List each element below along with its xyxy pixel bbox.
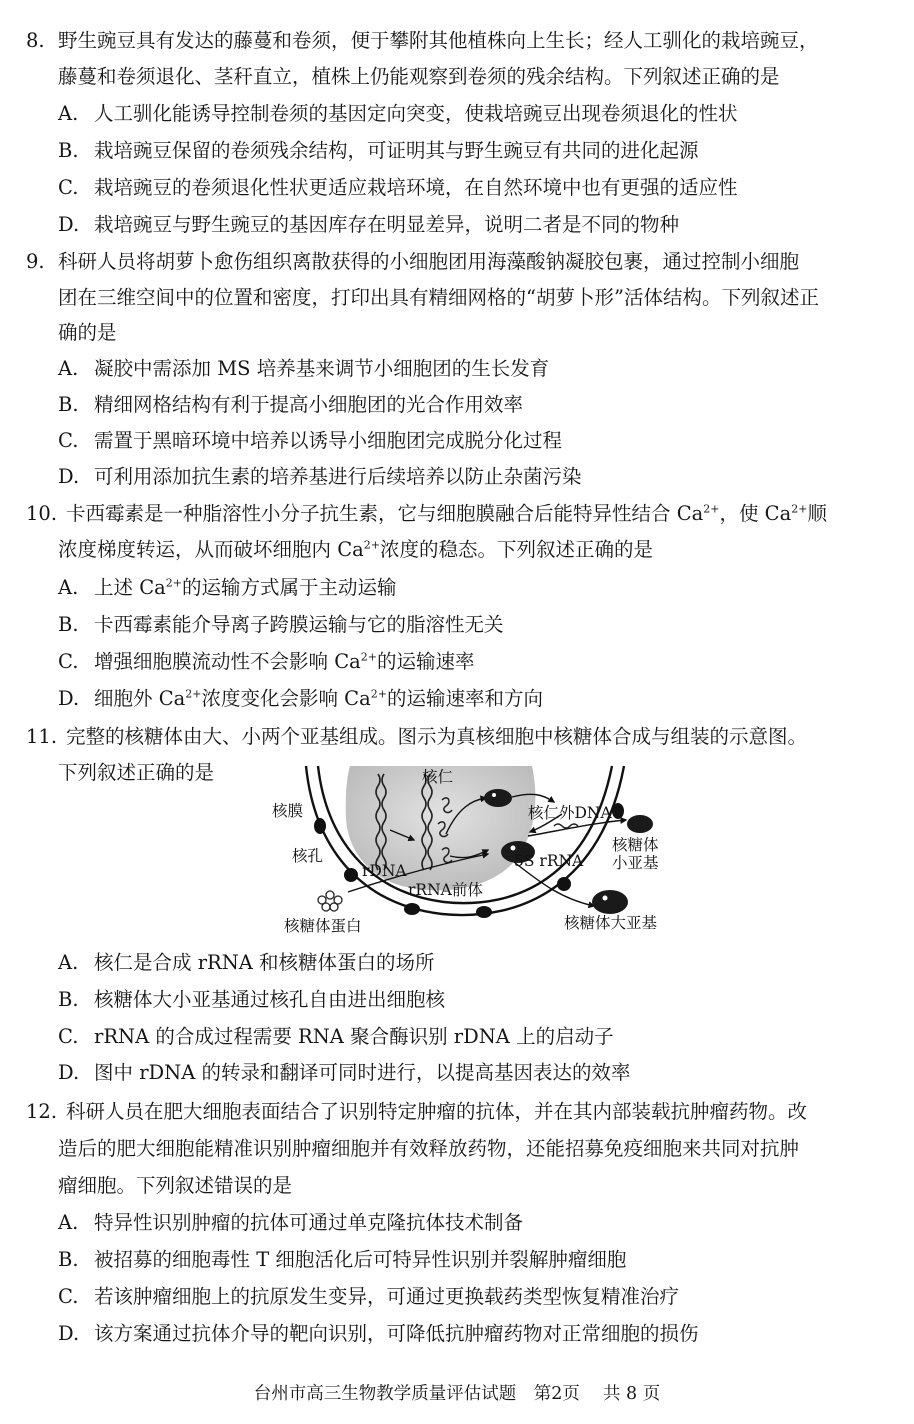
label-ribosomal-protein: 核糖体蛋白 <box>284 917 362 935</box>
q11-option-c: C. rRNA 的合成过程需要 RNA 聚合酶识别 rDNA 上的启动子 <box>58 1025 614 1048</box>
q10-option-c: C. 增强细胞膜流动性不会影响 $Ca^{2+}$的运输速率 <box>58 650 475 673</box>
q12-stem-line-2: 造后的肥大细胞能精准识别肿瘤细胞并有效释放药物，还能招募免疫细胞来共同对抗肿 <box>58 1137 800 1160</box>
q9-option-c: C. 需置于黑暗环境中培养以诱导小细胞团完成脱分化过程 <box>58 429 563 452</box>
q12-option-b: B. 被招募的细胞毒性 T 细胞活化后可特异性识别并裂解肿瘤细胞 <box>58 1248 627 1271</box>
q12-number: 12. <box>26 1100 58 1123</box>
q9-option-d: D. 可利用添加抗生素的培养基进行后续培养以防止杂菌污染 <box>58 465 582 488</box>
label-large-subunit: 核糖体大亚基 <box>564 914 658 932</box>
q11-number: 11. <box>26 725 58 748</box>
q8-stem-line-2: 藤蔓和卷须退化、茎秆直立，植株上仍能观察到卷须的残余结构。下列叙述正确的是 <box>58 65 780 88</box>
q12-stem-line-3: 瘤细胞。下列叙述错误的是 <box>58 1174 293 1197</box>
label-rrna-precursor: rRNA前体 <box>408 881 483 899</box>
label-rdna: rDNA <box>362 862 407 880</box>
ribosomal-protein-cluster <box>318 891 342 911</box>
q11-stem-line-2: 下列叙述正确的是 <box>58 761 215 784</box>
q11-stem-line-1: 11. 完整的核糖体由大、小两个亚基组成。图示为真核细胞中核糖体合成与组装的示意图。 <box>26 725 808 748</box>
q8-number: 8. <box>26 29 45 52</box>
q9-number: 9. <box>26 250 45 273</box>
label-nuclear-envelope: 核膜 <box>272 802 304 820</box>
q12-option-a: A. 特异性识别肿瘤的抗体可通过单克隆抗体技术制备 <box>58 1211 524 1234</box>
q10-stem-line-2: 浓度梯度转运，从而破坏细胞内 $Ca^{2+}$浓度的稳态。下列叙述正确的是 <box>58 538 653 561</box>
q9-stem-line-1: 9. 科研人员将胡萝卜愈伤组织离散获得的小细胞团用海藻酸钠凝胶包裹，通过控制小细胞 <box>26 250 800 273</box>
q10-stem-line-1: 10. 卡西霉素是一种脂溶性小分子抗生素，它与细胞膜融合后能特异性结合 $Ca^{2+}$，使 $Ca^{2+}$顺 <box>26 502 827 525</box>
q11-option-b: B. 核糖体大小亚基通过核孔自由进出细胞核 <box>58 988 446 1011</box>
ribosome-assembly-diagram <box>262 764 682 939</box>
q9-stem-line-2: 团在三维空间中的位置和密度，打印出具有精细网格的“胡萝卜形”活体结构。下列叙述正 <box>58 286 819 309</box>
q10-option-b: B. 卡西霉素能介导离子跨膜运输与它的脂溶性无关 <box>58 613 504 636</box>
q11-option-d: D. 图中 rDNA 的转录和翻译可同时进行，以提高基因表达的效率 <box>58 1061 631 1084</box>
q8-option-c: C. 栽培豌豆的卷须退化性状更适应栽培环境，在自然环境中也有更强的适应性 <box>58 176 738 199</box>
q10-option-a: A. 上述 $Ca^{2+}$的运输方式属于主动运输 <box>58 576 397 599</box>
q8-option-d: D. 栽培豌豆与野生豌豆的基因库存在明显差异，说明二者是不同的物种 <box>58 213 680 236</box>
q8-option-a: A. 人工驯化能诱导控制卷须的基因定向突变，使栽培豌豆出现卷须退化的性状 <box>58 102 738 125</box>
label-extra-nucleolar-dna: 核仁外DNA <box>528 804 612 822</box>
q12-stem-line-1: 12. 科研人员在肥大细胞表面结合了识别特定肿瘤的抗体，并在其内部装载抗肿瘤药物。改 <box>26 1100 808 1123</box>
label-5s-rrna: 5S rRNA <box>514 852 584 870</box>
q9-option-a: A. 凝胶中需添加 MS 培养基来调节小细胞团的生长发育 <box>58 357 550 380</box>
q8-stem-line-1: 8. 野生豌豆具有发达的藤蔓和卷须，便于攀附其他植株向上生长；经人工驯化的栽培豌豆， <box>26 29 819 52</box>
label-nucleolus: 核仁 <box>422 768 454 786</box>
label-nuclear-pore: 核孔 <box>292 847 324 865</box>
label-small-subunit-2: 小亚基 <box>612 854 659 872</box>
q10-number: 10. <box>26 502 58 525</box>
q8-option-b: B. 栽培豌豆保留的卷须残余结构，可证明其与野生豌豆有共同的进化起源 <box>58 139 699 162</box>
q9-option-b: B. 精细网格结构有利于提高小细胞团的光合作用效率 <box>58 393 524 416</box>
q12-option-c: C. 若该肿瘤细胞上的抗原发生变异，可通过更换载药类型恢复精准治疗 <box>58 1285 680 1308</box>
q11-option-a: A. 核仁是合成 rRNA 和核糖体蛋白的场所 <box>58 951 435 974</box>
page-footer: 台州市高三生物教学质量评估试题 第2页 共 8 页 <box>253 1384 661 1404</box>
q9-stem-line-3: 确的是 <box>58 321 117 344</box>
q10-option-d: D. 细胞外 $Ca^{2+}$浓度变化会影响 $Ca^{2+}$的运输速率和方向 <box>58 687 543 710</box>
label-small-subunit-1: 核糖体 <box>612 836 659 854</box>
q12-option-d: D. 该方案通过抗体介导的靶向识别，可降低抗肿瘤药物对正常细胞的损伤 <box>58 1322 699 1345</box>
